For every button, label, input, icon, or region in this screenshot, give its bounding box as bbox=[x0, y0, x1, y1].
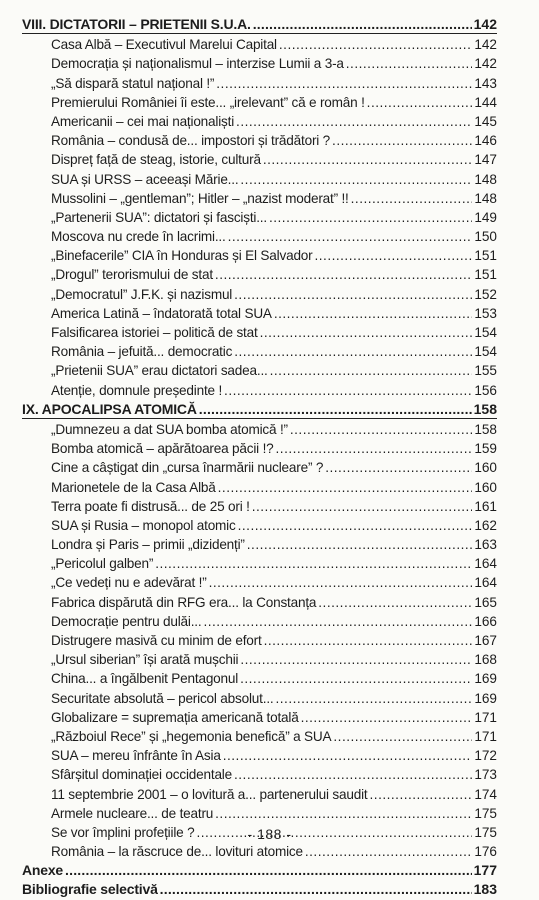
entry-page-number: 142 bbox=[474, 37, 497, 53]
toc-entry bbox=[22, 246, 497, 265]
dot-leader bbox=[290, 420, 472, 439]
entry-page-number: 164 bbox=[474, 556, 497, 572]
entry-page-number: 175 bbox=[474, 824, 497, 840]
appendix-entry bbox=[22, 861, 497, 880]
entry-title: „Partenerii SUA”: dictatori și fasciști... bbox=[51, 209, 267, 225]
entry-title: VIII. DICTATORII – PRIETENII S.U.A. bbox=[22, 16, 251, 32]
table-of-contents bbox=[22, 15, 497, 900]
entry-page-number: 151 bbox=[474, 248, 497, 264]
entry-title: Falsificarea istoriei – politică de stat bbox=[51, 325, 258, 340]
toc-entry bbox=[22, 765, 497, 784]
entry-title: Fabrica dispărută din RFG era... la Constanța bbox=[51, 594, 317, 610]
entry-page-number: 146 bbox=[474, 133, 497, 149]
entry-title: Terra poate fi distrusă... de 25 ori ! bbox=[51, 498, 250, 514]
entry-page-number: 158 bbox=[473, 400, 497, 417]
entry-title: Londra și Paris – primii „dizidenți” bbox=[51, 537, 245, 553]
dot-leader bbox=[332, 131, 472, 150]
toc-entry bbox=[22, 573, 497, 592]
entry-page-number: 169 bbox=[474, 690, 497, 706]
entry-page-number: 160 bbox=[474, 460, 497, 476]
dot-leader bbox=[218, 478, 473, 497]
entry-title: „Drogul” terorismului de stat bbox=[51, 267, 213, 283]
dot-leader bbox=[305, 842, 472, 861]
dot-leader bbox=[260, 323, 473, 342]
entry-page-number: 165 bbox=[474, 594, 497, 610]
entry-page-number: 160 bbox=[474, 479, 497, 495]
entry-title: China... a îngălbenit Pentagonul bbox=[51, 671, 239, 687]
entry-title: Democrație pentru dulăi... bbox=[51, 613, 202, 629]
dot-leader bbox=[367, 93, 473, 112]
entry-page-number: 158 bbox=[474, 421, 497, 437]
entry-title: România – condusă de... impostori și trădători ? bbox=[51, 133, 331, 149]
dot-leader bbox=[65, 861, 472, 880]
toc-entry bbox=[22, 131, 497, 150]
toc-entry bbox=[22, 227, 497, 246]
toc-entry bbox=[22, 150, 497, 169]
toc-entry bbox=[22, 170, 497, 189]
dot-leader bbox=[203, 612, 472, 631]
toc-entry bbox=[22, 669, 497, 688]
entry-title: Cine a câștigat din „cursa înarmării nucleare” ? bbox=[51, 460, 324, 476]
entry-page-number: 143 bbox=[474, 75, 497, 91]
chapter-heading bbox=[22, 15, 497, 34]
toc-entry bbox=[22, 535, 497, 554]
entry-title: Atenție, domnule președinte ! bbox=[51, 382, 223, 398]
toc-entry bbox=[22, 304, 497, 323]
dot-leader bbox=[223, 746, 473, 765]
toc-entry bbox=[22, 650, 497, 669]
entry-page-number: 149 bbox=[474, 209, 497, 225]
entry-title: Se vor împlini profețiile ? bbox=[51, 824, 195, 840]
dot-leader bbox=[234, 342, 472, 361]
toc-entry bbox=[22, 323, 497, 342]
dot-leader bbox=[333, 727, 472, 746]
dot-leader bbox=[351, 189, 473, 208]
entry-title: Premierului României îi este... „irelevant” că e român ! bbox=[51, 94, 365, 110]
entry-page-number: 171 bbox=[474, 728, 497, 744]
toc-entry bbox=[22, 439, 497, 458]
dot-leader bbox=[252, 497, 473, 516]
toc-entry bbox=[22, 285, 497, 304]
appendix-entry bbox=[22, 880, 497, 899]
entry-title: 11 septembrie 2001 – o lovitură a... partenerului saudit bbox=[51, 786, 368, 802]
entry-page-number: 145 bbox=[474, 113, 497, 129]
entry-page-number: 142 bbox=[473, 16, 497, 32]
toc-entry bbox=[22, 458, 497, 477]
entry-page-number: 183 bbox=[473, 881, 497, 898]
entry-page-number: 156 bbox=[474, 382, 497, 398]
entry-title: „Prietenii SUA” erau dictatori sadea... bbox=[51, 363, 268, 379]
toc-entry bbox=[22, 631, 497, 650]
entry-page-number: 172 bbox=[474, 748, 497, 764]
toc-entry bbox=[22, 842, 497, 861]
entry-page-number: 144 bbox=[474, 94, 497, 110]
toc-entry bbox=[22, 727, 497, 746]
dot-leader bbox=[318, 593, 472, 612]
toc-entry bbox=[22, 54, 497, 73]
entry-page-number: 159 bbox=[474, 441, 497, 457]
toc-entry bbox=[22, 420, 497, 439]
entry-page-number: 164 bbox=[474, 575, 497, 591]
dot-leader bbox=[209, 573, 473, 592]
toc-entry bbox=[22, 746, 497, 765]
dot-leader bbox=[224, 381, 472, 400]
entry-title: „Ursul siberian” își arată mușchii bbox=[51, 652, 239, 668]
entry-page-number: 171 bbox=[474, 709, 497, 725]
entry-title: Moscova nu crede în lacrimi... bbox=[51, 229, 226, 245]
dot-leader bbox=[263, 150, 473, 169]
chapter-heading bbox=[22, 400, 497, 419]
dot-leader bbox=[346, 54, 473, 73]
toc-entry bbox=[22, 265, 497, 284]
dot-leader bbox=[325, 458, 472, 477]
entry-title: „Ce vedeți nu e adevărat !” bbox=[51, 575, 207, 591]
entry-title: Marionetele de la Casa Albă bbox=[51, 479, 216, 495]
entry-page-number: 150 bbox=[474, 229, 497, 245]
entry-title: România – la răscruce de... lovituri atomice bbox=[51, 844, 303, 860]
dot-leader bbox=[234, 285, 472, 304]
entry-title: „Dumnezeu a dat SUA bomba atomică !” bbox=[51, 421, 288, 437]
page-number: - 188 - bbox=[247, 826, 292, 842]
entry-page-number: 166 bbox=[474, 613, 497, 629]
dot-leader bbox=[236, 112, 472, 131]
dot-leader bbox=[315, 246, 473, 265]
entry-page-number: 177 bbox=[473, 862, 497, 879]
entry-page-number: 173 bbox=[474, 767, 497, 783]
toc-entry bbox=[22, 497, 497, 516]
entry-title: Bomba atomică – apărătoarea păcii !? bbox=[51, 441, 274, 457]
entry-page-number: 167 bbox=[474, 633, 497, 648]
entry-page-number: 175 bbox=[474, 805, 497, 821]
toc-entry bbox=[22, 112, 497, 131]
toc-entry bbox=[22, 361, 497, 380]
dot-leader bbox=[238, 516, 473, 535]
toc-entry bbox=[22, 189, 497, 208]
toc-entry bbox=[22, 93, 497, 112]
toc-entry bbox=[22, 554, 497, 573]
entry-title: „Războiul Rece” și „hegemonia benefică” a SUA bbox=[51, 728, 332, 744]
entry-page-number: 168 bbox=[474, 652, 497, 668]
toc-entry bbox=[22, 804, 497, 823]
dot-leader bbox=[279, 35, 472, 54]
toc-entry bbox=[22, 785, 497, 804]
dot-leader bbox=[228, 227, 473, 246]
dot-leader bbox=[155, 554, 472, 573]
entry-title: Anexe bbox=[22, 862, 64, 879]
dot-leader bbox=[160, 880, 472, 899]
entry-title: Globalizare = supremația americană totală bbox=[51, 709, 299, 725]
entry-page-number: 162 bbox=[474, 517, 497, 533]
dot-leader bbox=[234, 765, 472, 784]
dot-leader bbox=[247, 535, 473, 554]
dot-leader bbox=[240, 669, 472, 688]
toc-entry bbox=[22, 516, 497, 535]
entry-page-number: 154 bbox=[474, 344, 497, 360]
dot-leader bbox=[240, 170, 472, 189]
entry-title: „Democratul” J.F.K. și nazismul bbox=[51, 286, 233, 302]
entry-title: Securitate absolută – pericol absolut... bbox=[51, 690, 274, 706]
toc-entry bbox=[22, 689, 497, 708]
entry-title: America Latină – îndatorată total SUA bbox=[51, 305, 272, 321]
toc-entry bbox=[22, 208, 497, 227]
entry-page-number: 163 bbox=[474, 537, 497, 553]
dot-leader bbox=[276, 439, 473, 458]
entry-page-number: 176 bbox=[474, 844, 497, 860]
dot-leader bbox=[199, 400, 472, 419]
entry-title: IX. APOCALIPSA ATOMICĂ bbox=[22, 400, 197, 417]
entry-page-number: 153 bbox=[474, 305, 497, 321]
toc-entry bbox=[22, 74, 497, 93]
toc-entry bbox=[22, 478, 497, 497]
dot-leader bbox=[370, 785, 473, 804]
entry-page-number: 161 bbox=[474, 498, 497, 514]
dot-leader bbox=[274, 304, 473, 323]
dot-leader bbox=[253, 15, 472, 34]
dot-leader bbox=[216, 74, 472, 93]
toc-entry bbox=[22, 612, 497, 631]
entry-title: Distrugere masivă cu minim de efort bbox=[51, 633, 262, 648]
dot-leader bbox=[215, 804, 472, 823]
entry-title: SUA și Rusia – monopol atomic bbox=[51, 517, 236, 533]
entry-title: România – jefuită... democratic bbox=[51, 344, 233, 360]
entry-page-number: 151 bbox=[474, 267, 497, 283]
toc-entry bbox=[22, 35, 497, 54]
toc-entry bbox=[22, 708, 497, 727]
entry-title: „Binefacerile” CIA în Honduras și El Salvador bbox=[51, 248, 313, 264]
entry-page-number: 154 bbox=[474, 325, 497, 340]
entry-title: Bibliografie selectivă bbox=[22, 881, 158, 898]
entry-title: Sfârșitul dominației occidentale bbox=[51, 767, 232, 783]
dot-leader bbox=[264, 631, 473, 650]
entry-title: „Să dispară statul național !” bbox=[51, 75, 215, 91]
entry-page-number: 152 bbox=[474, 286, 497, 302]
entry-title: „Pericolul galben” bbox=[51, 556, 154, 572]
entry-page-number: 142 bbox=[474, 56, 497, 72]
toc-entry bbox=[22, 381, 497, 400]
toc-entry bbox=[22, 593, 497, 612]
dot-leader bbox=[270, 361, 473, 380]
entry-title: Americanii – cei mai naționaliști bbox=[51, 113, 235, 129]
entry-page-number: 148 bbox=[474, 171, 497, 187]
toc-entry bbox=[22, 342, 497, 361]
dot-leader bbox=[269, 208, 472, 227]
entry-title: SUA – mereu înfrânte în Asia bbox=[51, 748, 221, 764]
entry-title: Mussolini – „gentleman”; Hitler – „nazist moderat” !! bbox=[51, 190, 349, 206]
entry-title: Democrația și naționalismul – interzise Lumii a 3-a bbox=[51, 56, 344, 72]
entry-page-number: 147 bbox=[474, 152, 497, 168]
entry-title: SUA și URSS – aceeași Mărie... bbox=[51, 171, 239, 187]
dot-leader bbox=[275, 689, 472, 708]
dot-leader bbox=[301, 708, 473, 727]
entry-page-number: 148 bbox=[474, 190, 497, 206]
entry-page-number: 155 bbox=[474, 363, 497, 379]
entry-title: Dispreț față de steag, istorie, cultură bbox=[51, 152, 261, 168]
entry-title: Casa Albă – Executivul Marelui Capital bbox=[51, 37, 277, 53]
entry-page-number: 169 bbox=[474, 671, 497, 687]
entry-title: Armele nucleare... de teatru bbox=[51, 805, 214, 821]
entry-page-number: 174 bbox=[474, 786, 497, 802]
dot-leader bbox=[240, 650, 472, 669]
dot-leader bbox=[215, 265, 472, 284]
